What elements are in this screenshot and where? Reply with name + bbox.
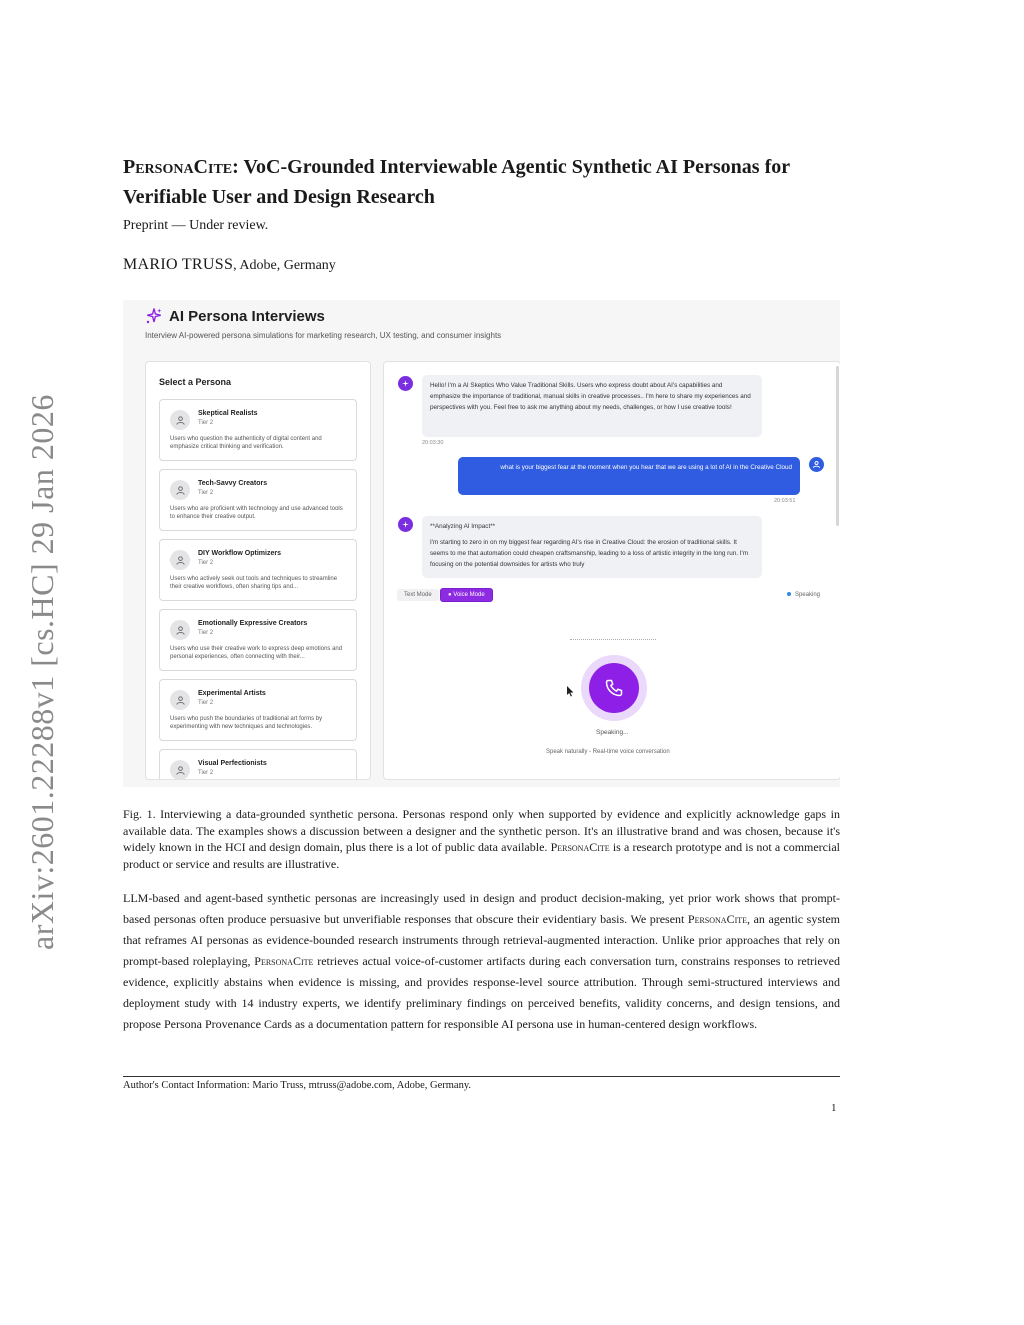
persona-tier: Tier 2 [198, 700, 214, 706]
persona-name: Skeptical Realists [198, 410, 258, 417]
bot-message-heading: **Analyzing AI Impact** [430, 523, 496, 530]
user-avatar-icon [170, 620, 190, 640]
persona-tier: Tier 2 [198, 420, 214, 426]
user-avatar-icon [170, 480, 190, 500]
persona-card[interactable] [159, 609, 357, 671]
voice-mode-label: Voice Mode [453, 592, 485, 598]
call-button[interactable] [589, 663, 639, 713]
message-timestamp: 20:03:51 [774, 498, 796, 504]
user-avatar-icon [809, 457, 824, 472]
audio-waveform [570, 639, 656, 640]
persona-description: Users who use their creative work to express deep emotions and personal experiences, often connecting with their... [170, 646, 343, 660]
sidebar-title: Select a Persona [159, 377, 232, 387]
abstract-part-1: LLM-based and agent-based synthetic personas are increasingly used in design and product decision-making, yet prior work shows that prompt-based personas often produce persuasive but unverifiable responses that obscure their evidentiary basis. We present [123, 891, 840, 926]
author-line [123, 256, 336, 274]
persona-description: Users who are proficient with technology and use advanced tools to enhance their creative output. [170, 506, 343, 520]
caption-text: Fig. 1. Interviewing a data-grounded synthetic persona. Personas respond only when supported by evidence and explicitly acknowledge gaps in available data. The examples shows a discussion between a designer and the synthetic person. It's an illustrative brand and was chosen, because it's widely known in the HCI and design domain, plus there is a lot of public data available. [123, 807, 840, 854]
app-subtitle: Interview AI-powered persona simulations for marketing research, UX testing, and consumer insights [145, 331, 502, 340]
persona-tier: Tier 2 [198, 490, 214, 496]
speaking-status [787, 592, 820, 598]
mouse-cursor-icon [567, 686, 575, 697]
bot-message-streaming [422, 516, 762, 578]
persona-description: Users who push the boundaries of traditional art forms by experimenting with new techniques and technologies. [170, 716, 323, 730]
author-affiliation: , Adobe, Germany [233, 258, 336, 273]
persona-sidebar [145, 361, 371, 780]
persona-tier: Tier 2 [198, 560, 214, 566]
author-name: MARIO TRUSS [123, 256, 234, 273]
bot-message-body: I'm starting to zero in on my biggest fear regarding AI's rise in Creative Cloud: the erosion of traditional skills. It seems to me that automation could cheapen craftsmanship, leading to a loss of artistic integrity in the long run. I'm focusing on the potential downsides for artists who truly [430, 539, 748, 568]
arxiv-side-stamp: arXiv:2601.22288v1 [cs.HC] 29 Jan 2026 [24, 394, 60, 950]
status-dot-icon [787, 592, 791, 596]
title-line-2: Verifiable User and Design Research [123, 186, 435, 208]
title-line-1: : VoC-Grounded Interviewable Agentic Synthetic AI Personas for [232, 156, 791, 178]
persona-card[interactable] [159, 749, 357, 780]
persona-name: Visual Perfectionists [198, 760, 267, 767]
persona-name: Tech-Savvy Creators [198, 480, 268, 487]
persona-description: Users who actively seek out tools and techniques to streamline their creative workflows, often sharing tips and... [170, 576, 338, 590]
preprint-status: Preprint — Under review. [123, 218, 269, 233]
persona-name: DIY Workflow Optimizers [198, 550, 281, 557]
figure-screenshot [123, 300, 840, 787]
user-avatar-icon [170, 550, 190, 570]
paper-title [123, 152, 863, 212]
sparkles-icon [145, 307, 163, 325]
bot-avatar-icon [398, 517, 413, 532]
message-timestamp: 20:03:30 [422, 440, 444, 446]
bot-message: Hello! I'm a AI Skeptics Who Value Traditional Skills. Users who express doubt about AI's capabilities and emphasize the importance of traditional, manual skills in creative processes.. I'm here to share my experiences and perspectives with you. Feel free to ask me anything about my needs, challenges, or how I use creative tools! [422, 375, 762, 437]
persona-card[interactable] [159, 539, 357, 601]
abstract-part-2: , an agentic system that reframes AI personas as evidence-bounded research instruments through retrieval-augmented interaction. Unlike prior approaches that rely on prompt-based roleplaying, [123, 912, 840, 968]
user-message: what is your biggest fear at the moment when you hear that we are using a lot of AI in the Creative Cloud [458, 457, 800, 495]
abstract-part-3: retrieves actual voice-of-customer artifacts during each conversation turn, constrains responses to retrieved evidence, explicitly abstains when evidence is missing, and provides response-level source attribution. Through semi-structured interviews and deployment study with 14 industry experts, we identify preliminary findings on perceived benefits, validity concerns, and design tensions, and propose Persona Provenance Cards as a documentation pattern for responsible AI persona use in human-centered design workflows. [123, 954, 841, 1031]
persona-tier: Tier 2 [198, 770, 214, 776]
author-contact-footnote: Author's Contact Information: Mario Truss, mtruss@adobe.com, Adobe, Germany. [123, 1080, 472, 1091]
page-number: 1 [831, 1102, 837, 1114]
voice-mode-button[interactable]: ● Voice Mode [440, 588, 493, 602]
phone-icon [604, 678, 624, 698]
user-avatar-icon [170, 760, 190, 780]
chat-panel [383, 361, 840, 780]
persona-card[interactable] [159, 399, 357, 461]
persona-description: Users who question the authenticity of digital content and emphasize critical thinking and verification. [170, 436, 322, 450]
caption-text-end: is a research prototype and is not a commercial product or service and results are illustrative. [123, 840, 841, 871]
app-title-text: AI Persona Interviews [169, 307, 325, 325]
app-title [145, 307, 325, 325]
abstract-system-name: PersonaCite [687, 912, 748, 926]
user-avatar-icon [170, 410, 190, 430]
title-system-name: PersonaCite [123, 156, 233, 178]
persona-name: Experimental Artists [198, 690, 266, 697]
persona-name: Emotionally Expressive Creators [198, 620, 308, 627]
abstract [123, 888, 840, 1035]
user-avatar-icon [170, 690, 190, 710]
persona-card[interactable] [159, 679, 357, 741]
persona-tier: Tier 2 [198, 630, 214, 636]
speaking-status-text: Speaking [794, 592, 820, 598]
voice-hint: Speak naturally - Real-time voice conversation [546, 749, 670, 755]
speaking-label: Speaking... [596, 729, 629, 736]
persona-card[interactable] [159, 469, 357, 531]
abstract-system-name: PersonaCite [254, 954, 314, 968]
text-mode-button[interactable]: Text Mode [397, 589, 439, 601]
chat-scrollbar[interactable] [836, 366, 839, 526]
figure-caption [123, 806, 840, 872]
footnote-divider [123, 1076, 840, 1077]
bot-avatar-icon [398, 376, 413, 391]
caption-system-name: PersonaCite [550, 840, 610, 854]
